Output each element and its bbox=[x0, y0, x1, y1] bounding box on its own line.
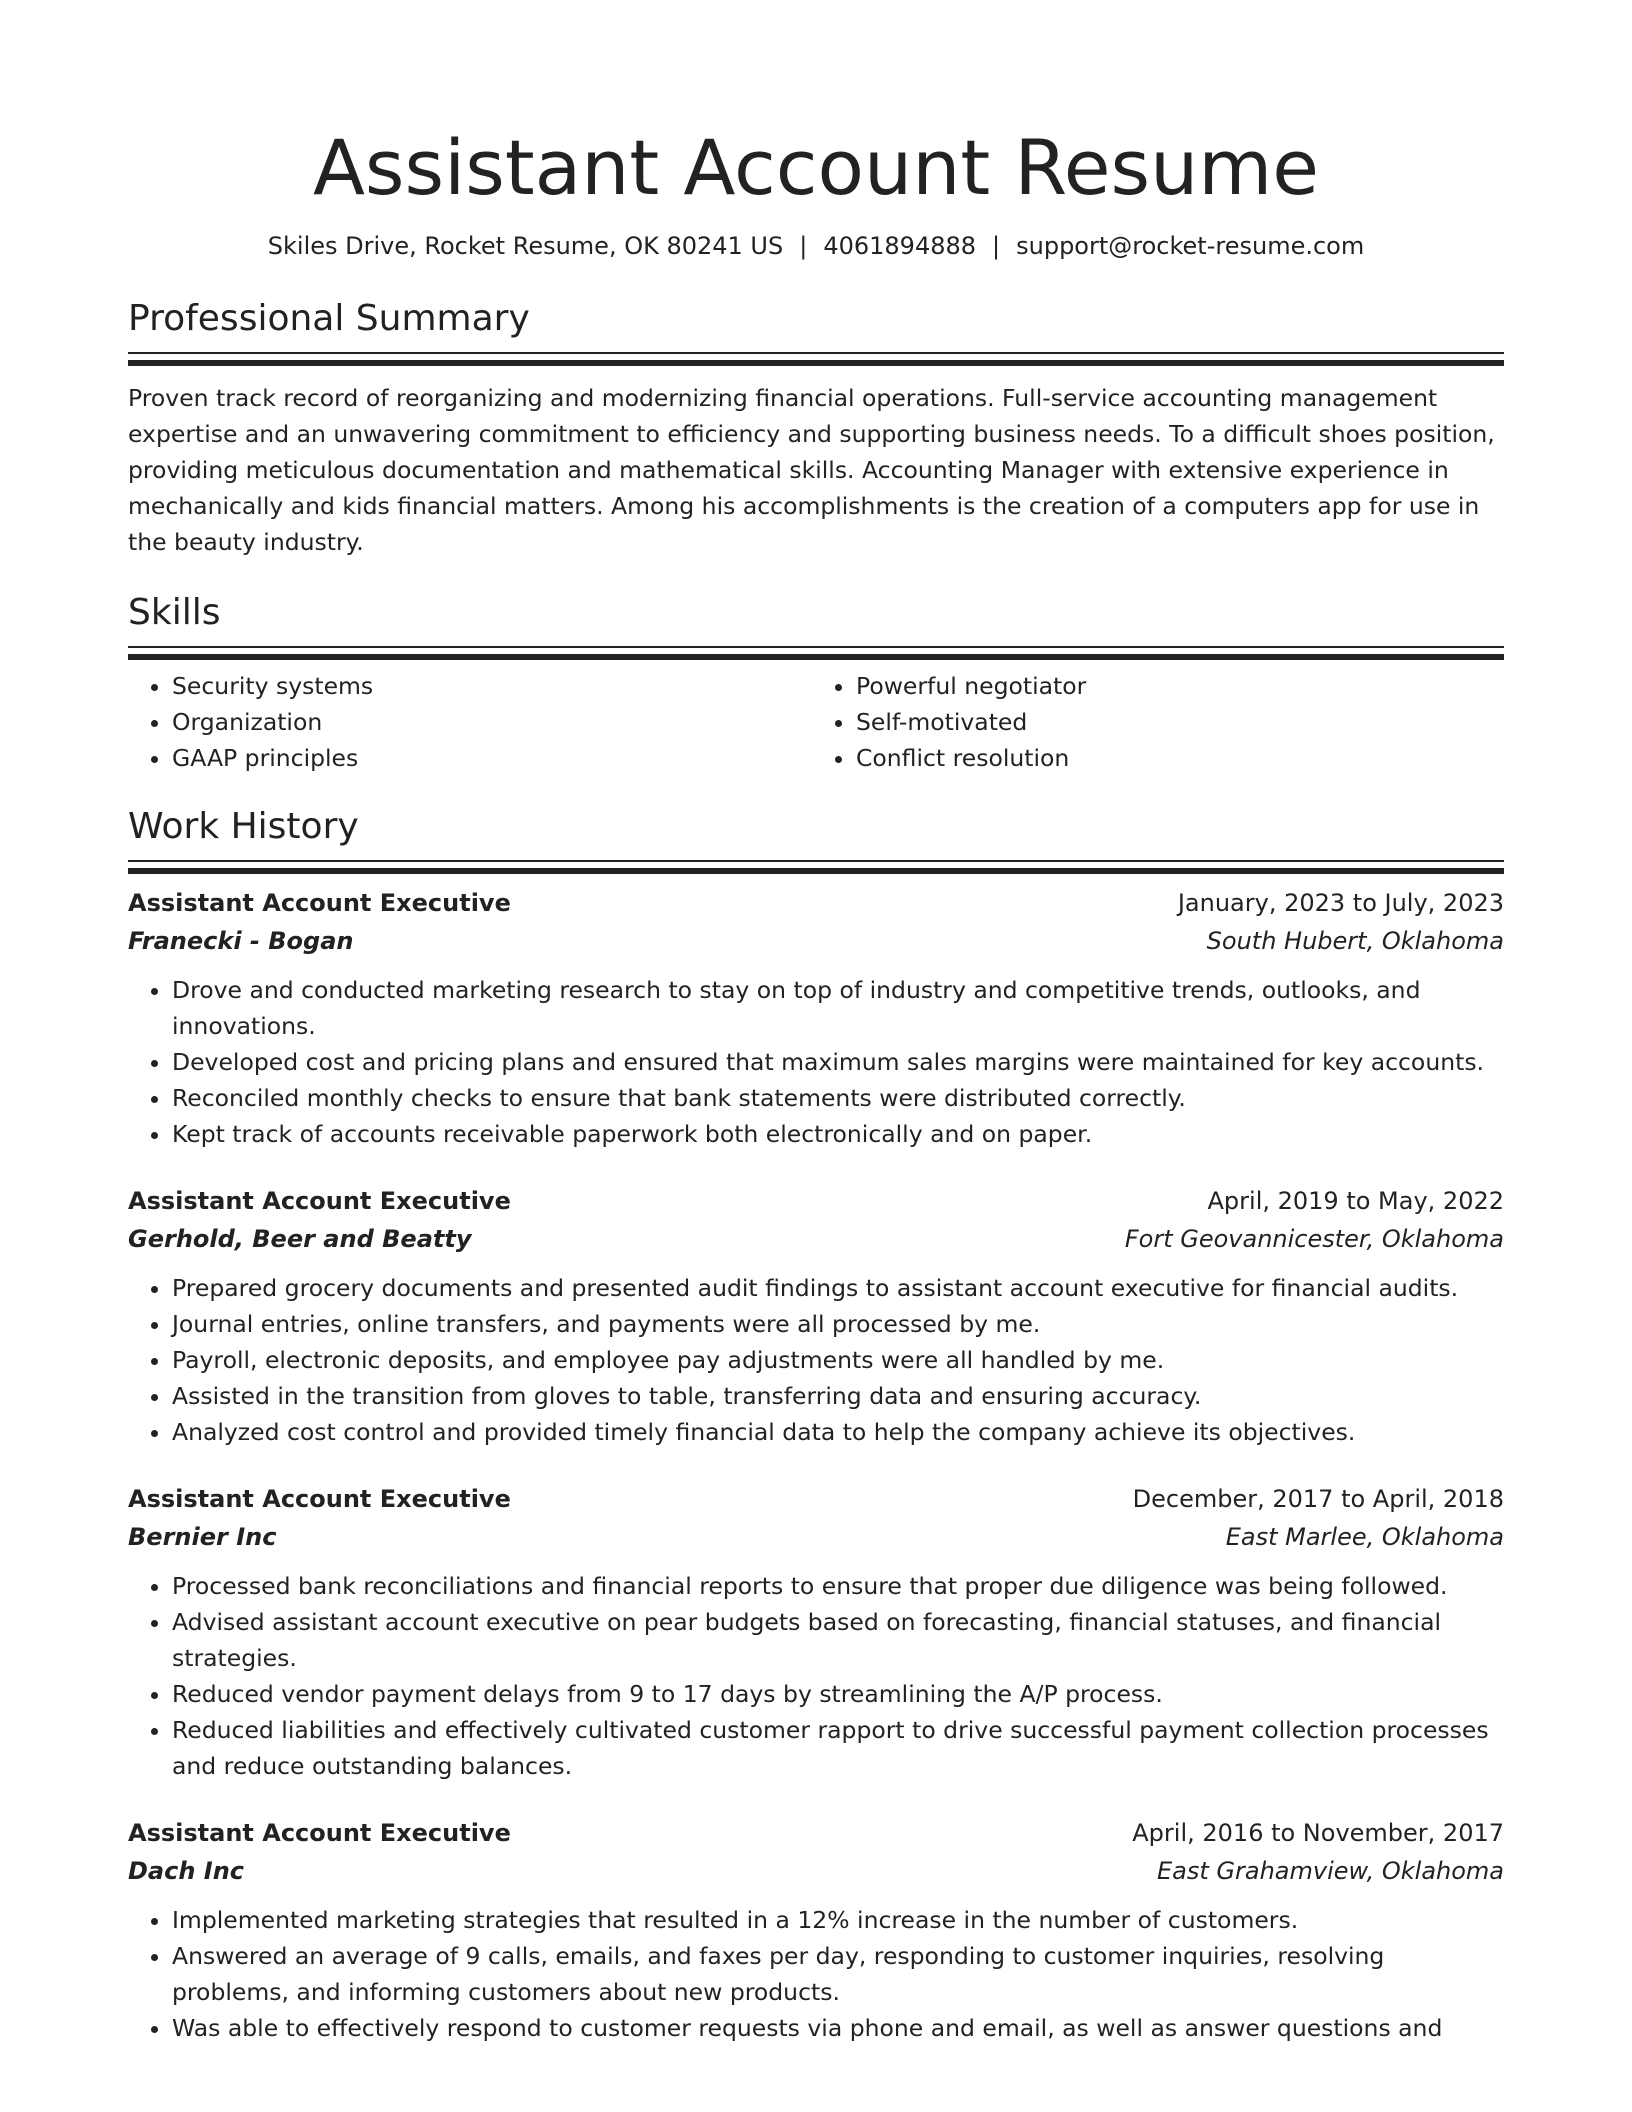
skill-item: • Powerful negotiator bbox=[856, 668, 1490, 704]
job-title: Assistant Account Executive bbox=[128, 1187, 511, 1215]
skill-item: • Security systems bbox=[172, 668, 806, 704]
job-header-row bbox=[128, 1814, 1504, 1852]
contact-address: Skiles Drive, Rocket Resume, OK 80241 US bbox=[267, 232, 784, 260]
skills-left-list bbox=[128, 668, 806, 776]
job-entry bbox=[128, 1182, 1504, 1450]
skills-right-list bbox=[806, 668, 1490, 776]
job-title: Assistant Account Executive bbox=[128, 889, 511, 917]
job-company-row bbox=[128, 922, 1504, 960]
skill-item: • Conflict resolution bbox=[856, 740, 1490, 776]
job-bullet: • Reconciled monthly checks to ensure that bank statements were distributed correctly. bbox=[172, 1080, 1504, 1116]
job-dates: December, 2017 to April, 2018 bbox=[1132, 1485, 1504, 1513]
job-bullet: • Advised assistant account executive on pear budgets based on forecasting, financial statuses, and financial strategies. bbox=[172, 1604, 1504, 1676]
resume-page bbox=[128, 0, 1504, 2046]
job-bullet: • Was able to effectively respond to customer requests via phone and email, as well as answer questions and bbox=[172, 2010, 1504, 2046]
job-bullets bbox=[128, 1568, 1504, 1784]
job-dates: January, 2023 to July, 2023 bbox=[1177, 889, 1504, 917]
job-location: East Grahamview, Oklahoma bbox=[1156, 1857, 1504, 1885]
section-divider bbox=[128, 646, 1504, 648]
job-company: Dach Inc bbox=[128, 1857, 245, 1885]
summary-heading: Professional Summary bbox=[128, 298, 530, 339]
job-bullets bbox=[128, 1270, 1504, 1450]
job-title: Assistant Account Executive bbox=[128, 1485, 511, 1513]
job-bullet: • Developed cost and pricing plans and ensured that maximum sales margins were maintained for key accounts. bbox=[172, 1044, 1504, 1080]
skill-item: • Organization bbox=[172, 704, 806, 740]
job-location: South Hubert, Oklahoma bbox=[1206, 927, 1504, 955]
job-location: Fort Geovannicester, Oklahoma bbox=[1124, 1225, 1504, 1253]
job-company: Bernier Inc bbox=[128, 1523, 277, 1551]
job-header-row bbox=[128, 1480, 1504, 1518]
job-entry bbox=[128, 884, 1504, 1152]
job-entry bbox=[128, 1814, 1504, 2046]
section-divider bbox=[128, 352, 1504, 354]
skill-item: • GAAP principles bbox=[172, 740, 806, 776]
job-bullet: • Assisted in the transition from gloves to table, transferring data and ensuring accuracy. bbox=[172, 1378, 1504, 1414]
work-section bbox=[128, 804, 1504, 2046]
job-location: East Marlee, Oklahoma bbox=[1225, 1523, 1504, 1551]
summary-text: Proven track record of reorganizing and modernizing financial operations. Full-service accounting management expertise and an unwavering commitment to efficiency and supporting business needs. To a difficult shoes position, providing meticulous documentation and mathematical skills. Accounting Manager with extensive experience in mechanically and kids financial matters. Among his accomplishments is the creation of a computers app for use in the beauty industry. bbox=[128, 384, 1495, 556]
section-divider bbox=[128, 860, 1504, 862]
job-bullets bbox=[128, 972, 1504, 1152]
job-bullet: • Reduced vendor payment delays from 9 to 17 days by streamlining the A/P process. bbox=[172, 1676, 1504, 1712]
contact-separator: | bbox=[992, 232, 1001, 260]
skill-item: • Self-motivated bbox=[856, 704, 1490, 740]
job-dates: April, 2016 to November, 2017 bbox=[1132, 1819, 1504, 1847]
skills-section bbox=[128, 590, 1504, 776]
skills-heading: Skills bbox=[128, 592, 221, 633]
job-bullet: • Drove and conducted marketing research to stay on top of industry and competitive trends, outlooks, and innovations. bbox=[172, 972, 1504, 1044]
job-header-row bbox=[128, 1182, 1504, 1220]
job-company: Franecki - Bogan bbox=[128, 927, 354, 955]
work-heading: Work History bbox=[128, 806, 359, 847]
job-bullet: • Implemented marketing strategies that resulted in a 12% increase in the number of customers. bbox=[172, 1902, 1504, 1938]
job-bullet: • Reduced liabilities and effectively cultivated customer rapport to drive successful payment collection processes and reduce outstanding balances. bbox=[172, 1712, 1504, 1784]
summary-section bbox=[128, 296, 1504, 560]
job-bullet: • Processed bank reconciliations and financial reports to ensure that proper due diligence was being followed. bbox=[172, 1568, 1504, 1604]
job-bullet: • Kept track of accounts receivable paperwork both electronically and on paper. bbox=[172, 1116, 1504, 1152]
job-company-row bbox=[128, 1518, 1504, 1556]
job-company-row bbox=[128, 1220, 1504, 1258]
job-bullet: • Answered an average of 9 calls, emails, and faxes per day, responding to customer inquiries, resolving problems, and informing customers about new products. bbox=[172, 1938, 1504, 2010]
job-title: Assistant Account Executive bbox=[128, 1819, 511, 1847]
job-entry bbox=[128, 1480, 1504, 1784]
contact-line bbox=[128, 230, 1504, 262]
job-bullet: • Analyzed cost control and provided timely financial data to help the company achieve its objectives. bbox=[172, 1414, 1504, 1450]
job-bullet: • Prepared grocery documents and presented audit findings to assistant account executive for financial audits. bbox=[172, 1270, 1504, 1306]
job-bullets bbox=[128, 1902, 1504, 2046]
skills-columns bbox=[128, 668, 1504, 776]
job-bullet: • Journal entries, online transfers, and payments were all processed by me. bbox=[172, 1306, 1504, 1342]
job-bullet: • Payroll, electronic deposits, and employee pay adjustments were all handled by me. bbox=[172, 1342, 1504, 1378]
job-dates: April, 2019 to May, 2022 bbox=[1207, 1187, 1504, 1215]
contact-phone[interactable]: 4061894888 bbox=[823, 232, 977, 260]
contact-email[interactable]: support@rocket-resume.com bbox=[1016, 232, 1365, 260]
contact-separator: | bbox=[799, 232, 808, 260]
job-company: Gerhold, Beer and Beatty bbox=[128, 1225, 472, 1253]
job-header-row bbox=[128, 884, 1504, 922]
job-company-row bbox=[128, 1852, 1504, 1890]
resume-title: Assistant Account Resume bbox=[312, 123, 1320, 212]
